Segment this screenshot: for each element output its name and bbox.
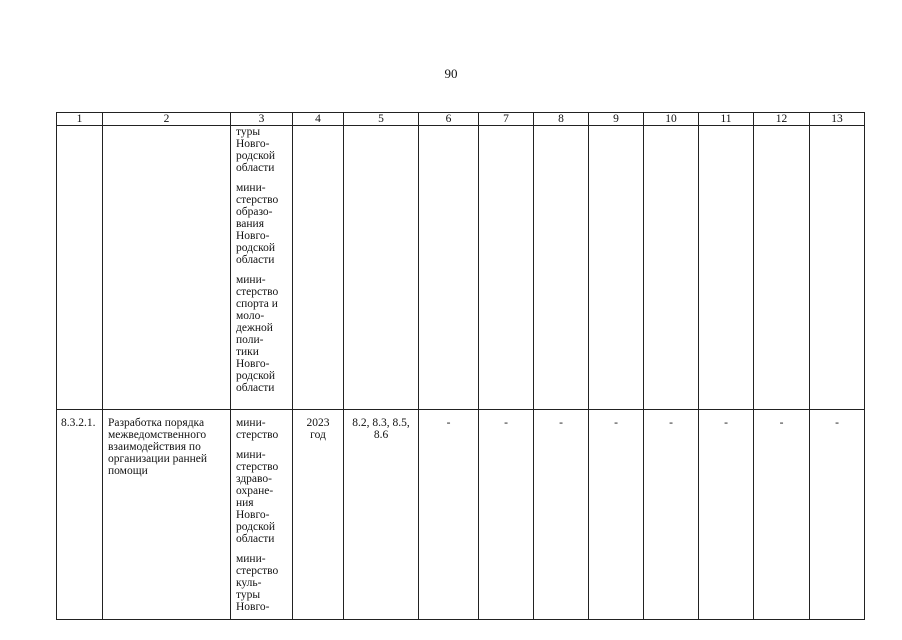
- cell-empty: [419, 126, 479, 410]
- cell-empty: [534, 126, 589, 410]
- column-header: 7: [479, 113, 534, 126]
- cell-value: -: [534, 410, 589, 620]
- cell-value: -: [589, 410, 644, 620]
- cell-empty: [644, 126, 699, 410]
- executor-text: мини- стерство куль- туры Новго-: [236, 553, 279, 613]
- cell-value: -: [810, 410, 865, 620]
- column-header: 11: [699, 113, 754, 126]
- column-header: 6: [419, 113, 479, 126]
- column-header: 13: [810, 113, 865, 126]
- cell-name: Разработка порядка межведомственного взаимодействия по организации ранней помощи: [103, 410, 231, 620]
- cell-executors: [231, 126, 293, 410]
- column-header: 10: [644, 113, 699, 126]
- deadline-text: 2023 год: [306, 417, 330, 441]
- executor-text: мини- стерство: [236, 417, 279, 441]
- executor-text: мини- стерство спорта и моло- дежной поли- тики Новго- родской области: [236, 274, 279, 394]
- cell-empty: [699, 126, 754, 410]
- column-header: 3: [231, 113, 293, 126]
- cell-value: -: [419, 410, 479, 620]
- page-number: 90: [444, 66, 458, 81]
- executor-text: мини- стерство образо- вания Новго- родской области: [236, 182, 279, 266]
- executor-text: туры Новго- родской области: [236, 126, 276, 174]
- cell-deadline: [293, 410, 344, 620]
- column-header: 8: [534, 113, 589, 126]
- cell-value: -: [699, 410, 754, 620]
- cell-empty: [344, 126, 419, 410]
- table-row: [57, 126, 865, 410]
- cell-name: [103, 126, 231, 410]
- column-header: 1: [57, 113, 103, 126]
- column-header: 2: [103, 113, 231, 126]
- cell-empty: [293, 126, 344, 410]
- cell-number: [57, 126, 103, 410]
- cell-empty: [810, 126, 865, 410]
- cell-value: -: [644, 410, 699, 620]
- cell-empty: [589, 126, 644, 410]
- cell-executors: [231, 410, 293, 620]
- cell-value: -: [479, 410, 534, 620]
- cell-number: 8.3.2.1.: [57, 410, 103, 620]
- cell-indicators: 8.2, 8.3, 8.5, 8.6: [344, 410, 419, 620]
- column-header: 4: [293, 113, 344, 126]
- cell-empty: [754, 126, 810, 410]
- cell-empty: [479, 126, 534, 410]
- column-header: 5: [344, 113, 419, 126]
- header-row: [57, 113, 865, 126]
- column-header: 12: [754, 113, 810, 126]
- cell-value: -: [754, 410, 810, 620]
- table-row: [57, 410, 865, 620]
- measures-table: [56, 112, 865, 620]
- executor-text: мини- стерство здраво- охране- ния Новго- родской области: [236, 449, 279, 545]
- column-header: 9: [589, 113, 644, 126]
